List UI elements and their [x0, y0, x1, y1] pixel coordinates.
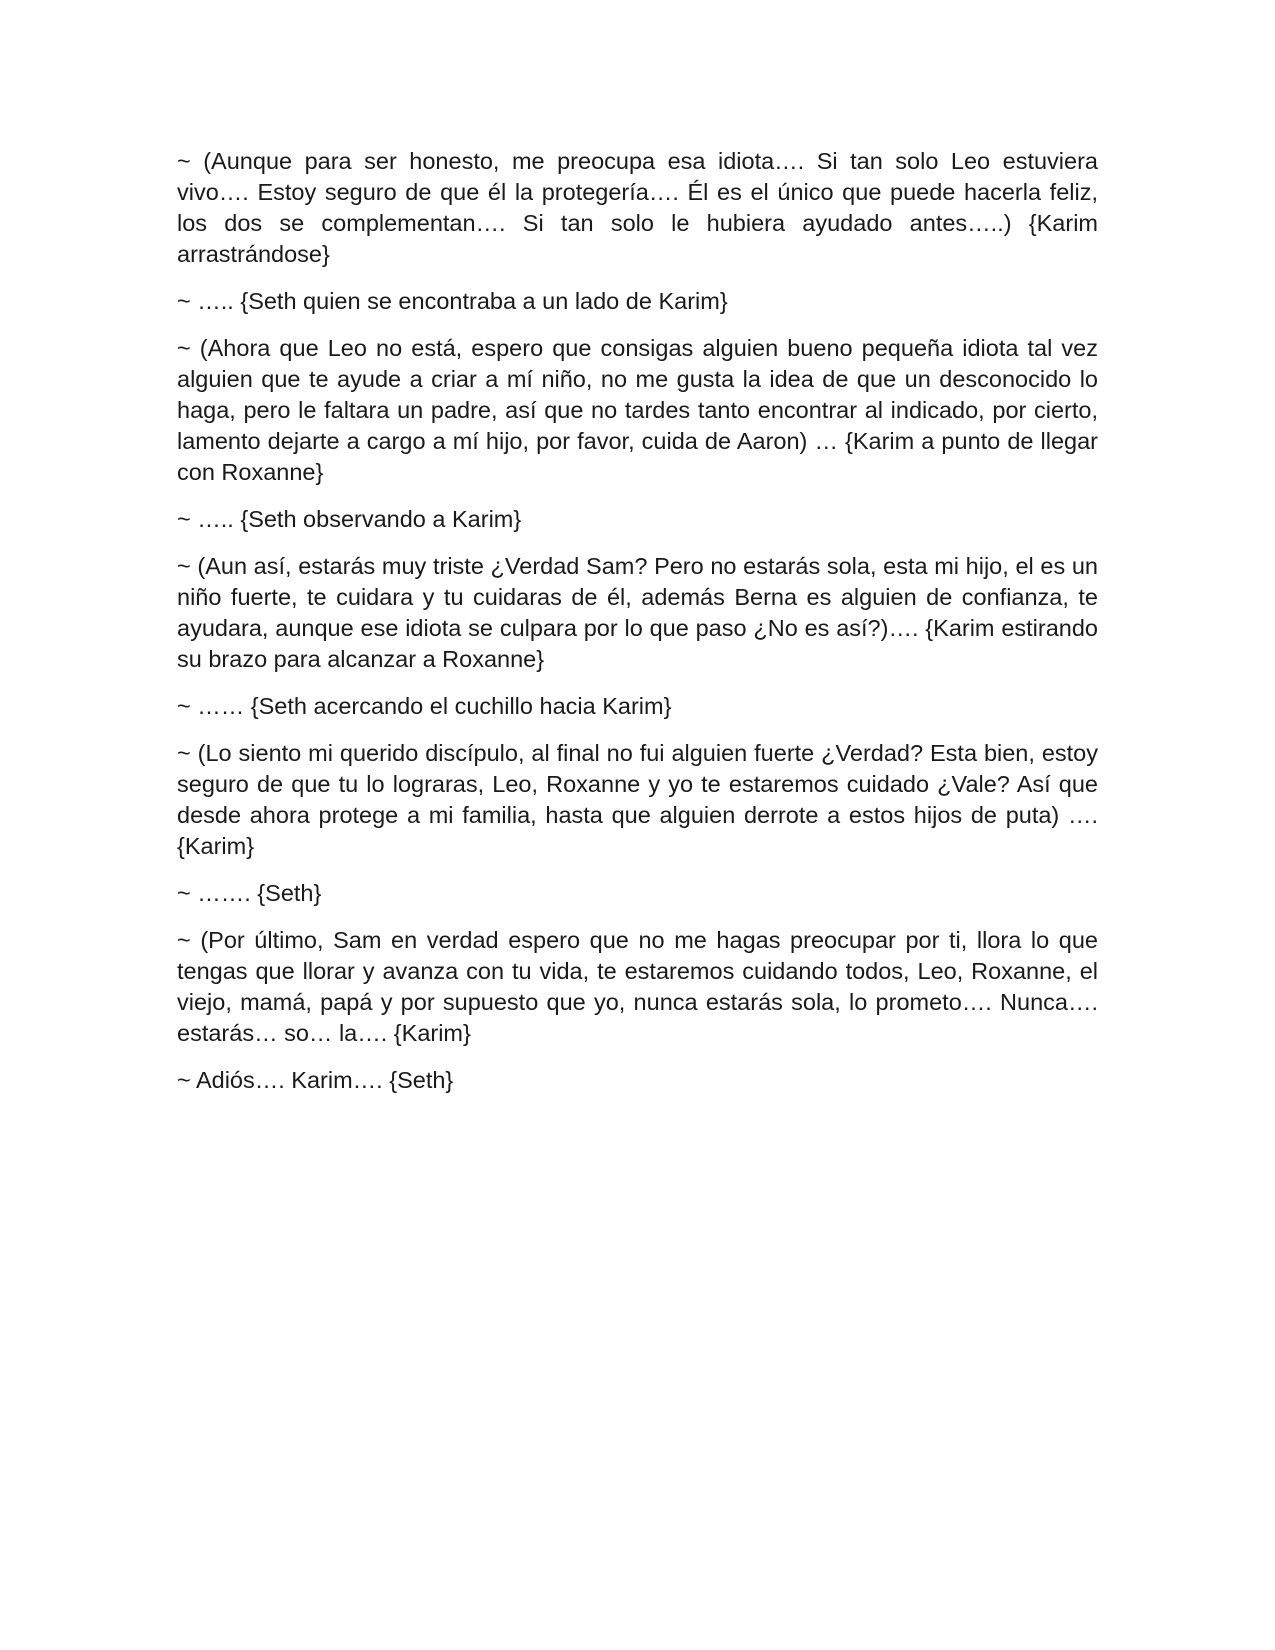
paragraph-8: ~ ……. {Seth}	[177, 880, 322, 906]
paragraph-3: ~ (Ahora que Leo no está, espero que consigas alguien bueno pequeña idiota tal vez alguien que te ayude a criar a mí niño, no me gusta la idea de que un desconocido lo haga, pero le faltara un padre, así que no tardes tanto encontrar al indicado, por cierto, lamento dejarte a cargo a mí hijo, por favor, cuida de Aaron) … {Karim a punto de llegar con Roxanne}	[177, 335, 1098, 485]
paragraph-6: ~ …… {Seth acercando el cuchillo hacia Karim}	[177, 693, 672, 719]
paragraph-7: ~ (Lo siento mi querido discípulo, al final no fui alguien fuerte ¿Verdad? Esta bien, estoy seguro de que tu lo lograras, Leo, Roxanne y yo te estaremos cuidado ¿Vale? Así que desde ahora protege a mi familia, hasta que alguien derrote a estos hijos de puta) …. {Karim}	[177, 740, 1098, 859]
paragraph-5: ~ (Aun así, estarás muy triste ¿Verdad Sam? Pero no estarás sola, esta mi hijo, el es un niño fuerte, te cuidara y tu cuidaras de él, además Berna es alguien de confianza, te ayudara, aunque ese idiota se culpara por lo que paso ¿No es así?)…. {Karim estirando su brazo para alcanzar a Roxanne}	[177, 553, 1098, 672]
document-body	[177, 146, 1098, 1112]
paragraph-9: ~ (Por último, Sam en verdad espero que no me hagas preocupar por ti, llora lo que tengas que llorar y avanza con tu vida, te estaremos cuidando todos, Leo, Roxanne, el viejo, mamá, papá y por supuesto que yo, nunca estarás sola, lo prometo…. Nunca…. estarás… so… la…. {Karim}	[177, 927, 1098, 1046]
paragraph-2: ~ ….. {Seth quien se encontraba a un lado de Karim}	[177, 288, 728, 314]
paragraph-1: ~ (Aunque para ser honesto, me preocupa esa idiota…. Si tan solo Leo estuviera vivo…. Estoy seguro de que él la protegería…. Él es el único que puede hacerla feliz, los dos se complementan…. Si tan solo le hubiera ayudado antes…..) {Karim arrastrándose}	[177, 148, 1098, 267]
paragraph-10: ~ Adiós…. Karim…. {Seth}	[177, 1067, 454, 1093]
paragraph-4: ~ ….. {Seth observando a Karim}	[177, 506, 522, 532]
